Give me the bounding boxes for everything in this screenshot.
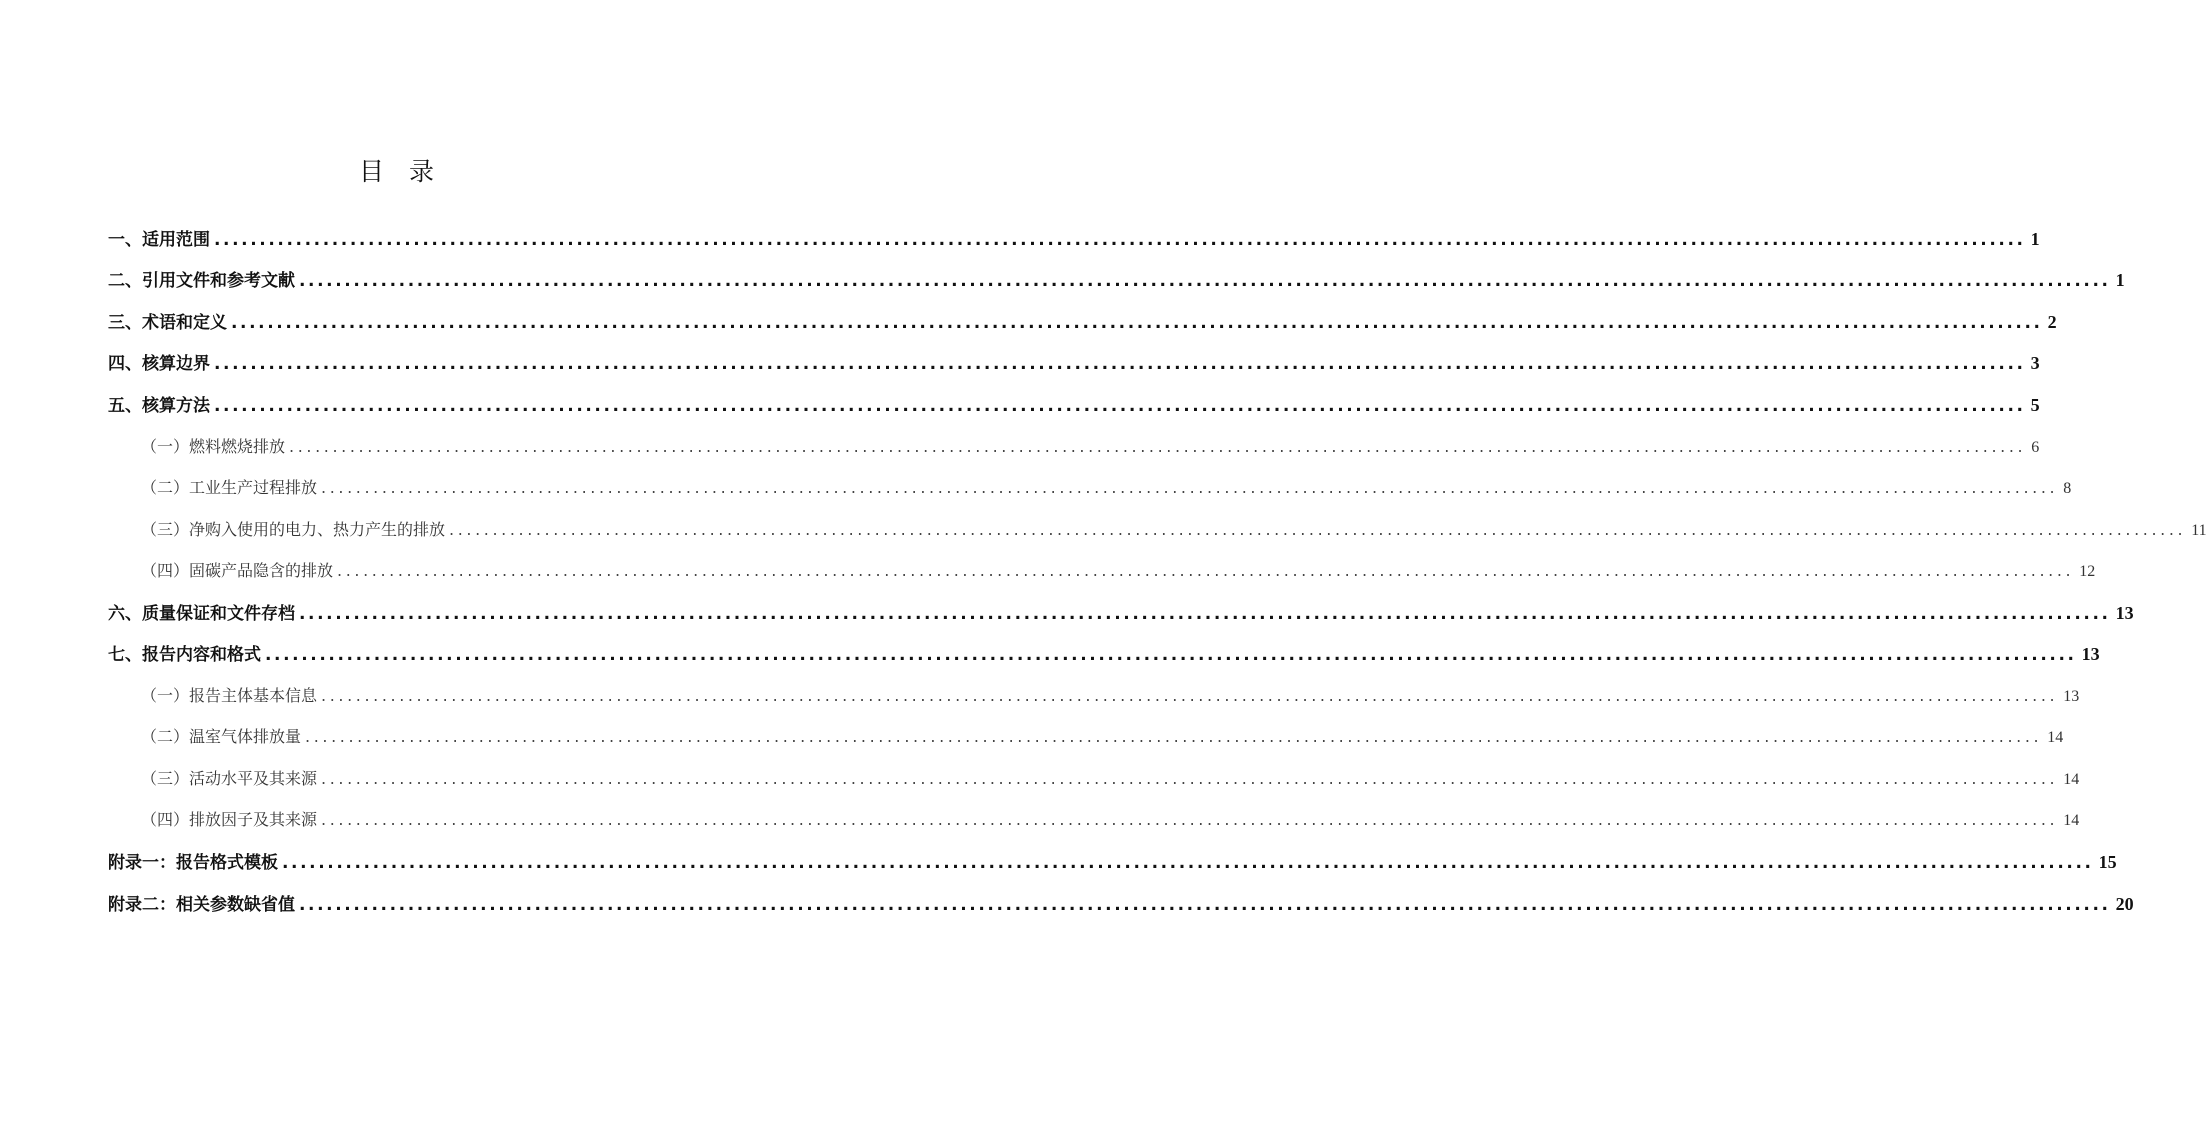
toc-page-number: 15 xyxy=(2098,852,2117,872)
toc-entry-appendix-1[interactable] xyxy=(108,849,2117,875)
toc-dot-leader: ........................................................................................................................................................................................................ xyxy=(299,604,2111,624)
toc-page-number: 1 xyxy=(2115,270,2125,290)
toc-dot-leader: ........................................................................................................................................................................................................ xyxy=(321,769,2059,788)
toc-title-char-2: 录 xyxy=(409,157,435,186)
toc-dot-leader: ........................................................................................................................................................................................................ xyxy=(305,727,2043,746)
toc-dot-leader: ........................................................................................................................................................................................................ xyxy=(214,396,2026,416)
toc-entry-label: 一、适用范围 xyxy=(108,230,210,250)
toc-entry-7-1[interactable] xyxy=(141,683,2080,709)
toc-dot-leader: ........................................................................................................................................................................................................ xyxy=(299,895,2111,915)
toc-entry-7-3[interactable] xyxy=(141,766,2080,792)
toc-page-number: 11 xyxy=(2191,522,2207,539)
toc-page-number: 5 xyxy=(2030,395,2040,415)
toc-entry-1[interactable] xyxy=(108,226,2040,252)
toc-entry-label: （四）排放因子及其来源 xyxy=(141,810,318,829)
toc-entry-5-3[interactable] xyxy=(141,517,2207,543)
toc-page-number: 8 xyxy=(2063,480,2072,497)
toc-entry-label: （一）燃料燃烧排放 xyxy=(141,437,286,456)
toc-entry-appendix-2[interactable] xyxy=(108,891,2134,917)
toc-entry-7[interactable] xyxy=(108,641,2100,667)
toc-dot-leader: ........................................................................................................................................................................................................ xyxy=(231,313,2043,333)
toc-entry-7-2[interactable] xyxy=(141,724,2064,750)
toc-dot-leader: ........................................................................................................................................................................................................ xyxy=(449,520,2187,539)
toc-page-number: 14 xyxy=(2047,729,2064,746)
toc-dot-leader: ........................................................................................................................................................................................................ xyxy=(265,645,2077,665)
toc-entry-2[interactable] xyxy=(108,267,2125,293)
toc-entry-label: （四）固碳产品隐含的排放 xyxy=(141,561,334,580)
toc-page-number: 13 xyxy=(2115,603,2134,623)
toc-dot-leader: ........................................................................................................................................................................................................ xyxy=(337,561,2075,580)
toc-page-number: 13 xyxy=(2081,644,2100,664)
toc-page-number: 2 xyxy=(2047,312,2057,332)
toc-page-number: 6 xyxy=(2031,439,2040,456)
toc-dot-leader: ........................................................................................................................................................................................................ xyxy=(321,686,2059,705)
toc-entry-3[interactable] xyxy=(108,309,2057,335)
toc-page-number: 3 xyxy=(2030,353,2040,373)
toc-dot-leader: ........................................................................................................................................................................................................ xyxy=(214,230,2026,250)
toc-entry-5[interactable] xyxy=(108,392,2040,418)
toc-entry-label: （三）活动水平及其来源 xyxy=(141,769,318,788)
toc-dot-leader: ........................................................................................................................................................................................................ xyxy=(289,437,2027,456)
toc-entry-label: （三）净购入使用的电力、热力产生的排放 xyxy=(141,520,446,539)
toc-page-number: 20 xyxy=(2115,894,2134,914)
toc-entry-label: 附录二：相关参数缺省值 xyxy=(108,895,295,915)
toc-page-number: 14 xyxy=(2063,812,2080,829)
toc-entry-label: （二）工业生产过程排放 xyxy=(141,478,318,497)
toc-entry-7-4[interactable] xyxy=(141,807,2080,833)
toc-entry-label: 七、报告内容和格式 xyxy=(108,645,261,665)
toc-dot-leader: ........................................................................................................................................................................................................ xyxy=(282,853,2094,873)
toc-entry-6[interactable] xyxy=(108,600,2134,626)
toc-entry-label: 五、核算方法 xyxy=(108,396,210,416)
toc-entry-5-4[interactable] xyxy=(141,558,2096,584)
toc-entry-label: 六、质量保证和文件存档 xyxy=(108,604,295,624)
toc-page-number: 14 xyxy=(2063,771,2080,788)
toc-entry-label: 三、术语和定义 xyxy=(108,313,227,333)
toc-entry-label: （二）温室气体排放量 xyxy=(141,727,302,746)
toc-title xyxy=(0,155,793,189)
toc-dot-leader: ........................................................................................................................................................................................................ xyxy=(299,271,2111,291)
toc-page-number: 1 xyxy=(2030,229,2040,249)
toc-entry-label: （一）报告主体基本信息 xyxy=(141,686,318,705)
toc-title-char-1: 目 xyxy=(358,157,384,186)
toc-entry-label: 四、核算边界 xyxy=(108,354,210,374)
toc-page-number: 13 xyxy=(2063,688,2080,705)
toc-entry-5-1[interactable] xyxy=(141,434,2040,460)
toc-page-number: 12 xyxy=(2079,563,2096,580)
toc-dot-leader: ........................................................................................................................................................................................................ xyxy=(321,810,2059,829)
toc-dot-leader: ........................................................................................................................................................................................................ xyxy=(321,478,2059,497)
toc-entry-4[interactable] xyxy=(108,350,2040,376)
toc-entry-label: 附录一：报告格式模板 xyxy=(108,853,278,873)
toc-dot-leader: ........................................................................................................................................................................................................ xyxy=(214,354,2026,374)
toc-entry-label: 二、引用文件和参考文献 xyxy=(108,271,295,291)
toc-entry-5-2[interactable] xyxy=(141,475,2072,501)
